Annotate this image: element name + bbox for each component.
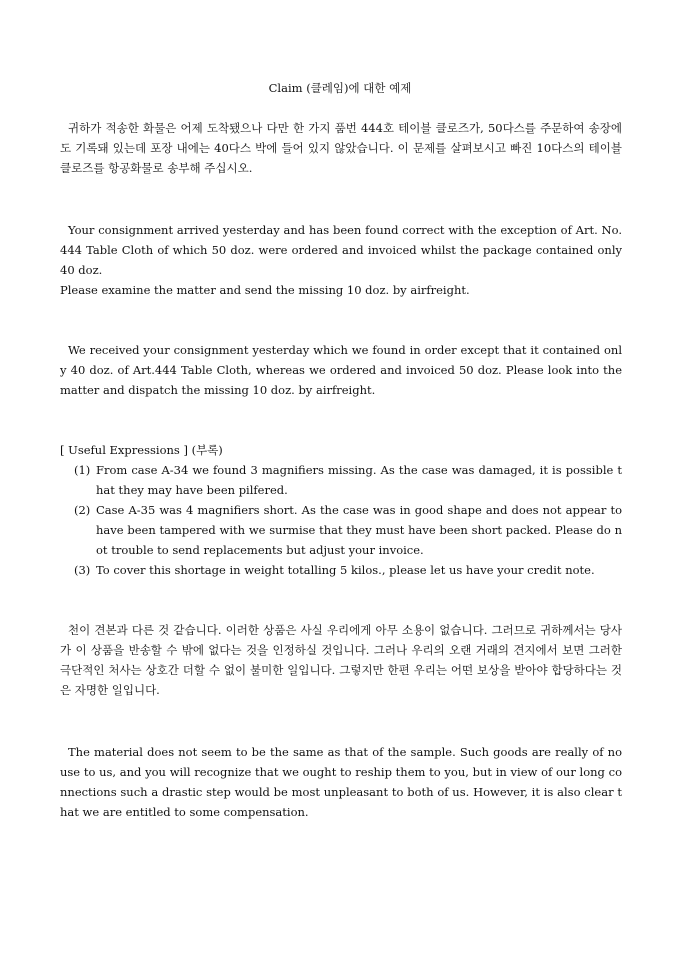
expression-item: [60, 560, 622, 580]
expression-text: Case A-35 was 4 magnifiers short. As the case was in good shape and does not appear to have been tampered with we surmise that they must have been short packed. Please do not trouble to send replacements but adjust your invoice.: [96, 503, 622, 557]
korean-paragraph-1-block: [60, 118, 622, 178]
english-paragraph-1: Your consignment arrived yesterday and has been found correct with the exception of Art. No.444 Table Cloth of which 50 doz. were ordered and invoiced whilst the package contained only 40 doz.: [60, 223, 622, 277]
expression-item: [60, 500, 622, 560]
expression-text: To cover this shortage in weight totalling 5 kilos., please let us have your credit note.: [96, 563, 595, 577]
korean-paragraph-1: 귀하가 적송한 화물은 어제 도착됐으나 다만 한 가지 품번 444호 테이블 클로즈가, 50다스를 주문하여 송장에도 기록돼 있는데 포장 내에는 40다스 박에 들어 있지 않았습니다. 이 문제를 살펴보시고 빠진 10다스의 테이블 클로즈를 항공화물로 송부해 주십시오.: [60, 121, 622, 175]
korean-paragraph-2-block: [60, 620, 622, 700]
expression-number: (2): [74, 503, 91, 517]
english-paragraph-3-block: [60, 742, 622, 822]
korean-paragraph-2: 천이 견본과 다른 것 같습니다. 이러한 상품은 사실 우리에게 아무 소용이 없습니다. 그러므로 귀하께서는 당사가 이 상품을 반송할 수 밖에 없다는 것을 인정하실 것입니다. 그러나 우리의 오랜 거래의 견지에서 보면 그러한 극단적인 처사는 상호간 더할 수 없이 불미한 일입니다. 그렇지만 한편 우리는 어떤 보상을 받아야 합당하다는 것은 자명한 일입니다.: [60, 623, 622, 697]
expression-number: (1): [74, 463, 91, 477]
useful-expressions-header: [ Useful Expressions ] (부록): [60, 443, 223, 457]
english-paragraph-1-block: [60, 220, 622, 300]
expression-text: From case A-34 we found 3 magnifiers missing. As the case was damaged, it is possible that they may have been pilfered.: [96, 463, 622, 497]
english-paragraph-2-block: [60, 340, 622, 400]
expression-item: [60, 460, 622, 500]
useful-expressions-list: [60, 460, 622, 580]
useful-expressions-block: [60, 440, 622, 580]
english-paragraph-2: We received your consignment yesterday which we found in order except that it contained only 40 doz. of Art.444 Table Cloth, whereas we ordered and invoiced 50 doz. Please look into the matter and dispatch the missing 10 doz. by airfreight.: [60, 343, 622, 397]
english-paragraph-3: The material does not seem to be the same as that of the sample. Such goods are really of no use to us, and you will recognize that we ought to reship them to you, but in view of our long connections such a drastic step would be most unpleasant to both of us. However, it is also clear that we are entitled to some compensation.: [60, 745, 622, 819]
english-paragraph-1-followup: Please examine the matter and send the missing 10 doz. by airfreight.: [60, 283, 470, 297]
expression-number: (3): [74, 563, 91, 577]
document-title: Claim (클레임)에 대한 예제: [268, 81, 412, 95]
